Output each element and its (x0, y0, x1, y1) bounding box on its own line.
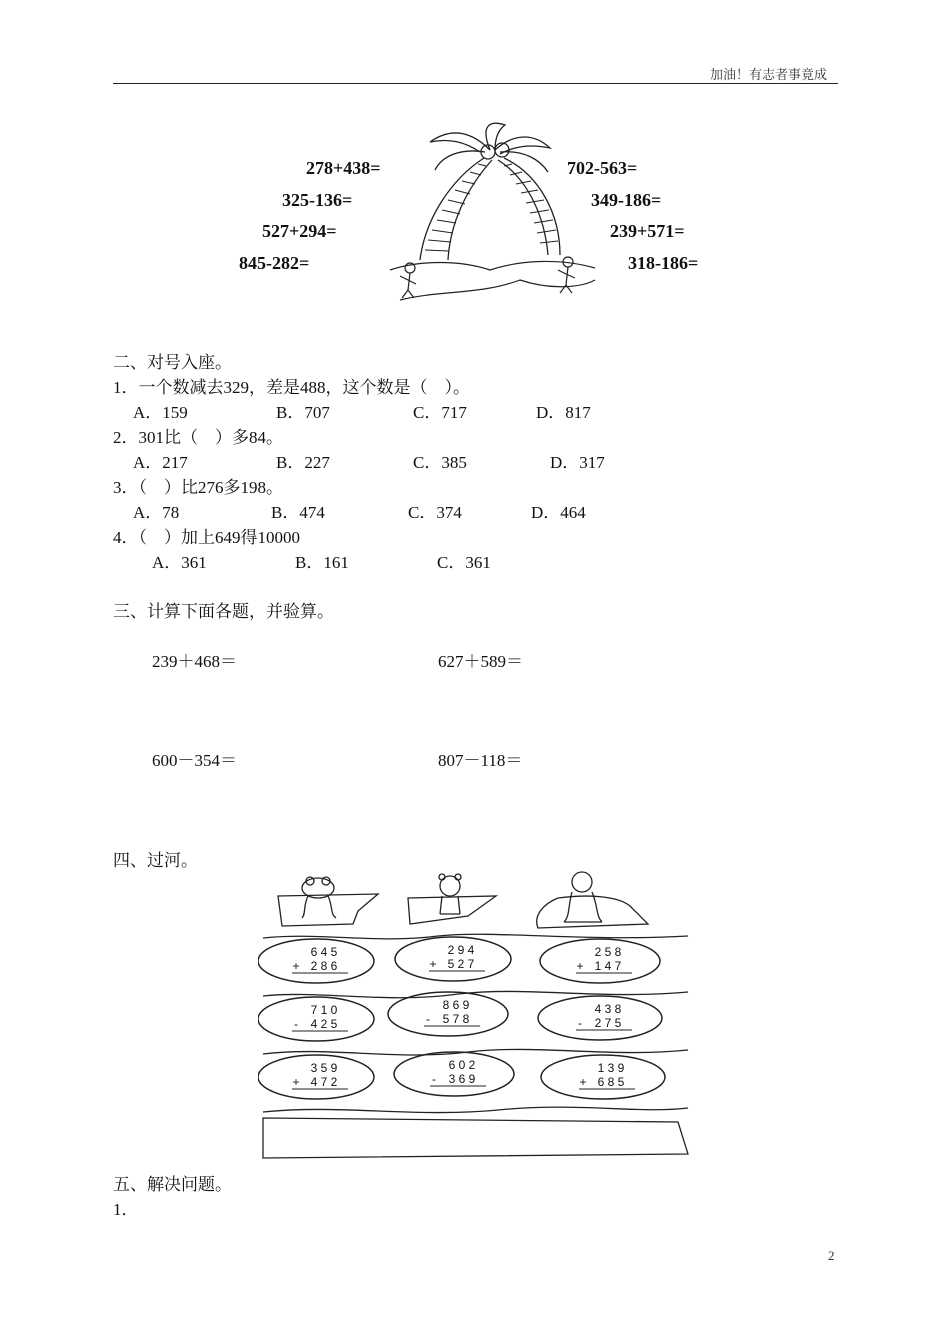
stone-3-op: + (576, 959, 584, 973)
q1-option-a: A．159 (133, 403, 188, 422)
stone-3-top: 2 5 8 (594, 945, 622, 959)
stone-7-top: 3 5 9 (310, 1061, 338, 1075)
palm-island-illustration (380, 120, 600, 310)
stone-3-bottom: 1 4 7 (594, 959, 622, 973)
calc-problem-4: 807－118＝ (438, 751, 523, 770)
stone-8-op: - (432, 1072, 436, 1086)
stone-5-op: - (426, 1012, 430, 1026)
stone-1-top: 6 4 5 (310, 945, 338, 959)
stone-5-bottom: 5 7 8 (442, 1012, 470, 1026)
section2-title: 二、对号入座。 (113, 353, 232, 372)
q3-option-c: C．374 (408, 503, 462, 522)
stone-2-bottom: 5 2 7 (447, 957, 475, 971)
q3-option-a: A．78 (133, 503, 180, 522)
section5-title: 五、解决问题。 (113, 1175, 232, 1194)
q3-option-d: D．464 (531, 503, 586, 522)
pic-expr-right-1: 702-563= (567, 158, 638, 178)
q1-option-d: D．817 (536, 403, 591, 422)
page-number: 2 (828, 1248, 835, 1263)
stone-4-op: - (294, 1017, 298, 1031)
q2-option-b: B．227 (276, 453, 330, 472)
river-crossing-illustration (258, 866, 693, 1160)
stone-1-op: + (292, 959, 300, 973)
calc-problem-1: 239＋468＝ (152, 652, 237, 671)
section3-title: 三、计算下面各题，并验算。 (113, 602, 334, 621)
stone-9-top: 1 3 9 (597, 1061, 625, 1075)
section4-title: 四、过河。 (113, 851, 198, 870)
pic-expr-left-2: 325-136= (282, 190, 353, 210)
stone-2-top: 2 9 4 (447, 943, 475, 957)
calc-problem-2: 627＋589＝ (438, 652, 523, 671)
header-motto: 加油！有志者事竟成 (710, 67, 828, 82)
stone-5-top: 8 6 9 (442, 998, 470, 1012)
q2-option-a: A．217 (133, 453, 188, 472)
stone-4-top: 7 1 0 (310, 1003, 338, 1017)
q1-stem: 1．一个数减去329，差是488，这个数是（ ）。 (113, 378, 470, 397)
calc-problem-3: 600－354＝ (152, 751, 237, 770)
section5-item-1: 1． (113, 1200, 139, 1219)
q4-option-a: A．361 (152, 553, 207, 572)
q4-stem: 4．（ ）加上649得10000 (113, 528, 300, 547)
pic-expr-right-4: 318-186= (628, 253, 699, 273)
stone-2-op: + (429, 957, 437, 971)
stone-6-bottom: 2 7 5 (594, 1016, 622, 1030)
pic-expr-right-3: 239+571= (610, 221, 685, 241)
pic-expr-left-4: 845-282= (239, 253, 310, 273)
stone-1-bottom: 2 8 6 (310, 959, 338, 973)
q3-stem: 3．（ ）比276多198。 (113, 478, 283, 497)
stone-4-bottom: 4 2 5 (310, 1017, 338, 1031)
q1-option-c: C．717 (413, 403, 467, 422)
q3-option-b: B．474 (271, 503, 325, 522)
stone-9-bottom: 6 8 5 (597, 1075, 625, 1089)
pic-expr-right-2: 349-186= (591, 190, 662, 210)
q1-option-b: B．707 (276, 403, 330, 422)
stone-9-op: + (579, 1075, 587, 1089)
stone-6-op: - (578, 1016, 582, 1030)
q4-option-c: C．361 (437, 553, 491, 572)
pic-expr-left-1: 278+438= (306, 158, 381, 178)
pic-expr-left-3: 527+294= (262, 221, 337, 241)
stone-8-bottom: 3 6 9 (448, 1072, 476, 1086)
q2-option-d: D．317 (550, 453, 605, 472)
q2-option-c: C．385 (413, 453, 467, 472)
stone-6-top: 4 3 8 (594, 1002, 622, 1016)
stone-7-bottom: 4 7 2 (310, 1075, 338, 1089)
q4-option-b: B．161 (295, 553, 349, 572)
stone-8-top: 6 0 2 (448, 1058, 476, 1072)
header-rule (113, 83, 838, 84)
stone-7-op: + (292, 1075, 300, 1089)
q2-stem: 2．301比（ ）多84。 (113, 428, 283, 447)
